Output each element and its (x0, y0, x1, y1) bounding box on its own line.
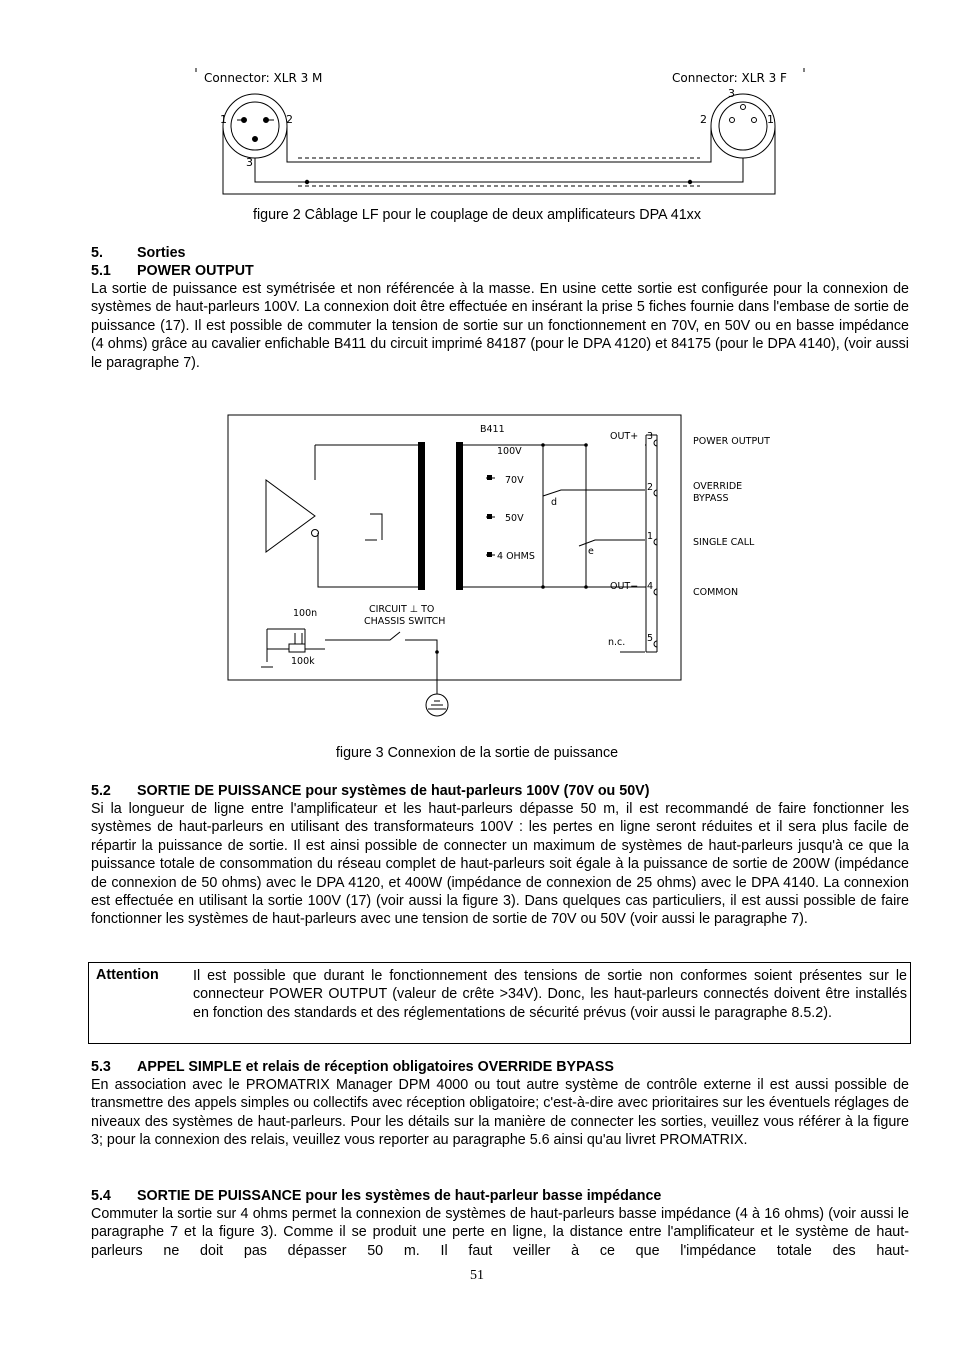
pin-label: 3 (246, 156, 253, 169)
section-number: 5.1 (91, 263, 111, 279)
output-label: OUT+ (610, 431, 639, 442)
figure-2-wiring-diagram (190, 62, 810, 202)
attention-label: Attention (96, 967, 159, 983)
switch-label: CHASSIS SWITCH (364, 616, 446, 627)
terminal-function-label: COMMON (693, 587, 739, 598)
attention-box (88, 962, 911, 1044)
terminal-number: 5 (647, 633, 654, 644)
section-5-3-heading (91, 1058, 614, 1076)
relay-label: d (551, 497, 558, 508)
section-5-1-body: La sortie de puissance est symétrisée et non référencée à la masse. En usine cette sortie est configurée pour la connexion de systèmes de haut-parleurs 100V. La connexion doit être effectuée en insérant la prise 5 fiches fournie dans l'embase de sortie de puissance (17). Il est possible de commuter la tension de sortie sur un fonctionnement en 70V, en 50V ou en basse impédance (4 ohms) grâce au cavalier enfichable B411 du circuit imprimé 84187 (pour le DPA 4120) et 84175 (pour le DPA 4140), (voir aussi le paragraphe 7). (91, 281, 909, 371)
pin-label: 1 (220, 113, 227, 126)
pin-label: 2 (700, 113, 707, 126)
section-5-4-heading (91, 1187, 661, 1205)
terminal-function-label: SINGLE CALL (693, 537, 755, 548)
amplifier-symbol (266, 480, 315, 552)
section-title: Sorties (137, 245, 186, 261)
section-5-4-body: Commuter la sortie sur 4 ohms permet la connexion de systèmes de haut-parleurs basse impédance (4 à 16 ohms) (voir aussi le paragraphe 7 et la figure 3). Comme il se produit une perte en ligne, la distance entre l'amplificateur et le système de haut-parleurs ne doit pas dépasser 50 m. Il faut veiller à ce que l'impédance totale des haut- (91, 1206, 909, 1259)
section-number: 5.2 (91, 783, 111, 799)
output-label: OUT− (610, 581, 639, 592)
section-title: SORTIE DE PUISSANCE pour les systèmes de haut-parleur basse impédance (137, 1188, 662, 1204)
tap-label: 50V (505, 513, 524, 524)
terminal-function-label: POWER OUTPUT (693, 436, 770, 447)
page-number: 51 (470, 1268, 484, 1283)
relay-label: e (588, 546, 594, 557)
tap-label: 100V (497, 446, 522, 457)
figure-3-power-output-schematic (225, 412, 785, 722)
xlr-male-connector (223, 94, 287, 158)
switch-label: CIRCUIT ⊥ TO (369, 604, 435, 615)
section-title: POWER OUTPUT (137, 263, 254, 279)
pin-label: 2 (286, 113, 293, 126)
section-number: 5.3 (91, 1059, 111, 1075)
xlr-female-connector (711, 94, 775, 158)
figure-3-caption: figure 3 Connexion de la sortie de puissance (335, 745, 619, 761)
jumper-label: B411 (480, 424, 505, 435)
terminal-number: 2 (647, 482, 654, 493)
terminal-function-label: BYPASS (693, 493, 729, 504)
resistor-label: 100k (291, 656, 315, 667)
section-5-2-heading (91, 782, 649, 800)
section-5-heading (91, 244, 185, 262)
pin-label: 3 (728, 87, 735, 100)
section-5-1-heading (91, 262, 254, 280)
section-number: 5. (91, 245, 103, 261)
tap-label: 70V (505, 475, 524, 486)
output-label: n.c. (608, 637, 626, 648)
right-connector-label: Connector: XLR 3 F (672, 71, 787, 85)
pin-label: 1 (767, 113, 774, 126)
section-title: SORTIE DE PUISSANCE pour systèmes de haut-parleurs 100V (70V ou 50V) (137, 783, 650, 799)
terminal-number: 3 (647, 431, 654, 442)
figure-2-caption: figure 2 Câblage LF pour le couplage de deux amplificateurs DPA 41xx (253, 207, 701, 223)
tap-label: 4 OHMS (497, 551, 535, 562)
section-number: 5.4 (91, 1188, 111, 1204)
section-5-2-body: Si la longueur de ligne entre l'amplificateur et les haut-parleurs dépasse 50 m, il est recommandé de faire fonctionner les systèmes de haut-parleurs en utilisant des transformateurs 100V : les pertes en ligne seront réduites et il sera plus facile de répartir la puissance de sortie. Il est ainsi possible de connecter un maximum de systèmes de haut-parleurs jusqu'à ce que la puissance totale de consommation du réseau complet de haut-parleurs soit égale à la puissance de sortie de 200W (impédance de connexion de 50 ohms) avec le DPA 4120, et 400W (impédance de connexion de 25 ohms) avec le DPA 4140. La connexion est effectuée en utilisant la sortie 100V (17) (voir aussi la figure 3). Dans quelques cas particuliers, il est aussi possible de faire fonctionner les systèmes de haut-parleurs avec une tension de sortie de 70V ou 50V (voir aussi le paragraphe 7). (91, 801, 909, 928)
section-5-3-body: En association avec le PROMATRIX Manager DPM 4000 ou tout autre système de contrôle externe il est aussi possible de transmettre des appels simples ou collectifs avec réception obligatoire; c'est-à-dire avec prioritaires sur les éventuels réglages de niveaux des systèmes de haut-parleurs. Pour les détails sur la manière de connecter les sorties, veuillez vous référer à la figure 3; pour la connexion des relais, veuillez vous reporter au paragraphe 5.6 ainsi qu'au livret PROMATRIX. (91, 1077, 909, 1149)
attention-text: Il est possible que durant le fonctionnement des tensions de sortie non conformes soient présentes sur le connecteur POWER OUTPUT (valeur de crête >34V). Donc, les haut-parleurs connectés doivent être installés en fonction des standards et des réglementations de sécurité prévus (voir aussi le paragraphe 8.5.2). (193, 968, 907, 1021)
terminal-number: 4 (647, 581, 654, 592)
terminal-number: 1 (647, 531, 654, 542)
left-connector-label: Connector: XLR 3 M (204, 71, 323, 85)
section-title: APPEL SIMPLE et relais de réception obligatoires OVERRIDE BYPASS (137, 1059, 614, 1075)
capacitor-label: 100n (293, 608, 318, 619)
terminal-function-label: OVERRIDE (693, 481, 743, 492)
